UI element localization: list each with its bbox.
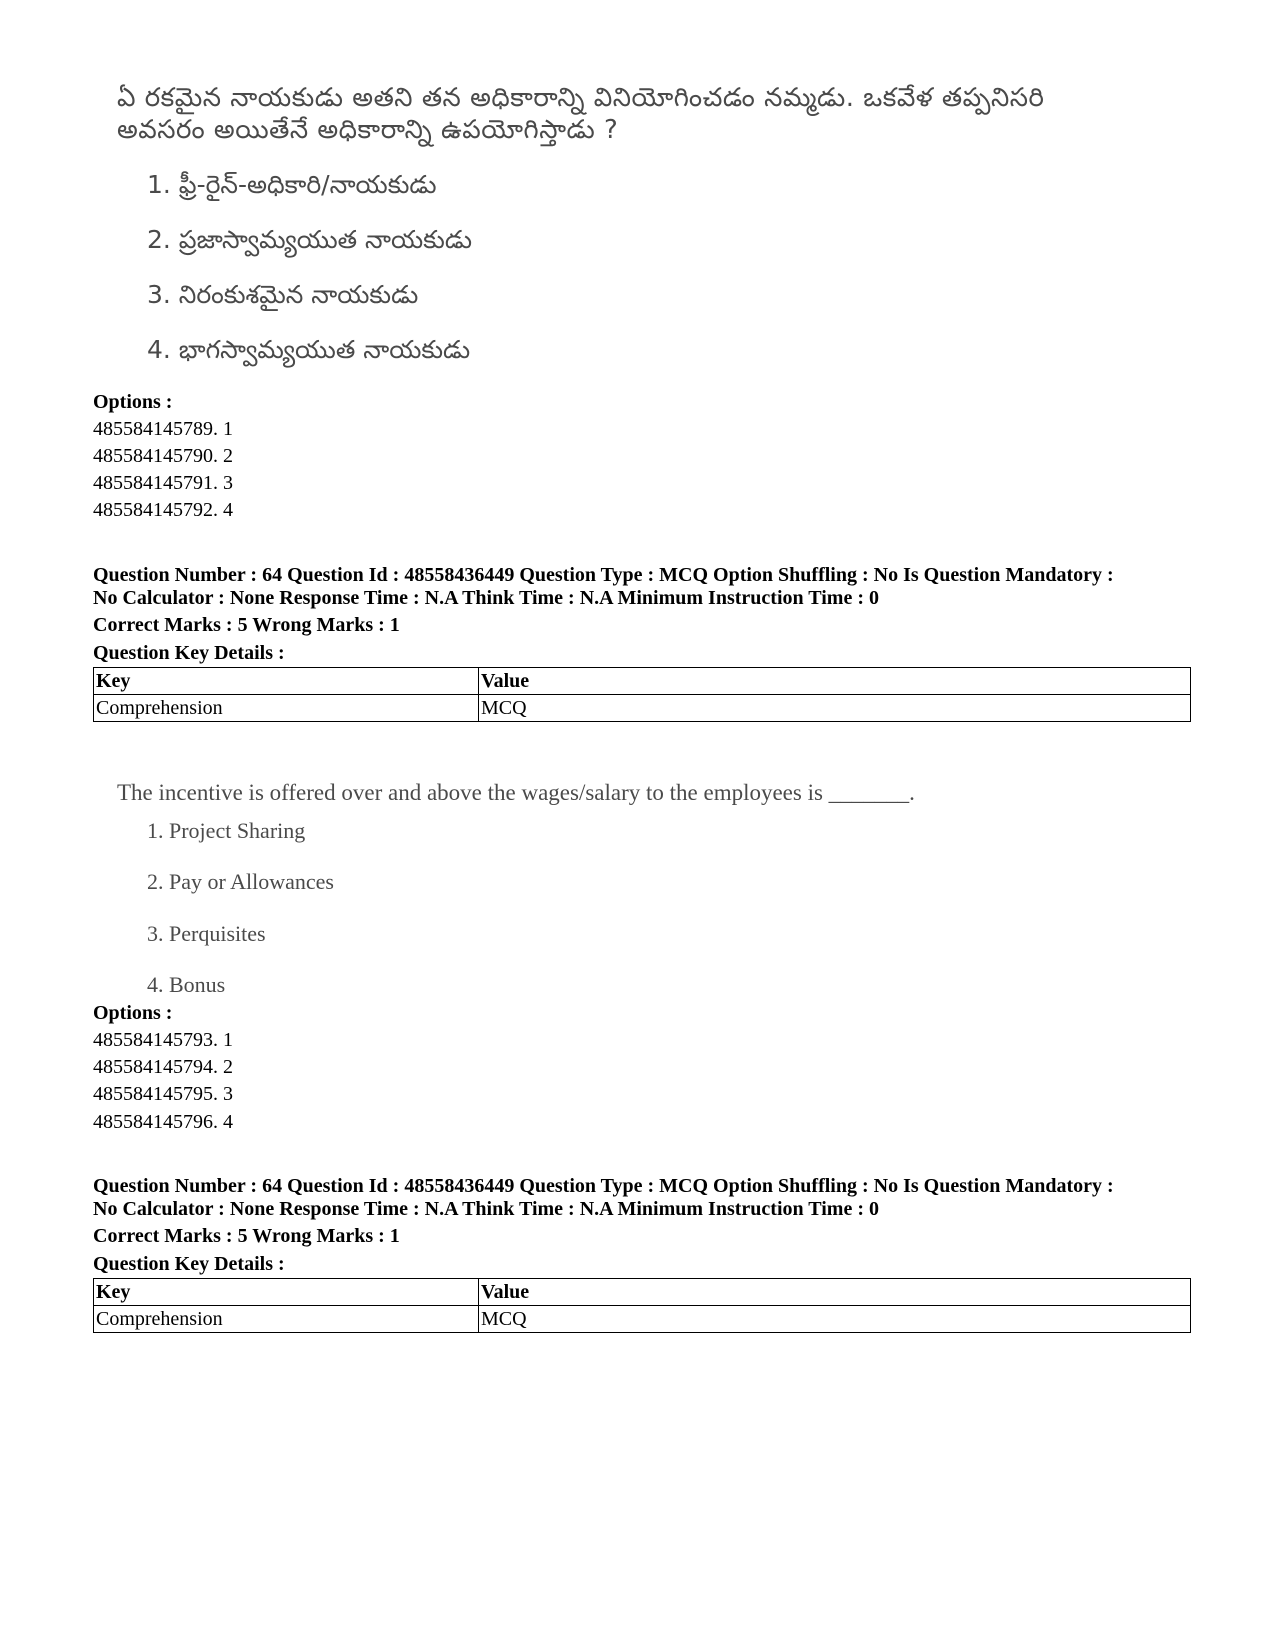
table-cell: MCQ [479,695,1191,722]
option-item: 485584145794. 2 [93,1056,233,1078]
option-item: 485584145793. 1 [93,1029,233,1051]
option-item: 485584145790. 2 [93,445,233,467]
options-heading: Options : [93,391,173,413]
question-choice: 4. భాగస్వామ్యయుత నాయకుడు [147,335,471,364]
question-stem: The incentive is offered over and above the wages/salary to the employees is _______. [117,780,915,805]
question-choice: 4. Bonus [147,972,226,997]
table-cell: Comprehension [94,695,479,722]
table-header-cell: Value [479,1279,1191,1306]
question-choice: 1. Project Sharing [147,818,306,843]
table-cell: Comprehension [94,1306,479,1333]
key-details-heading: Question Key Details : [93,642,285,664]
question-choice: 2. Pay or Allowances [147,869,334,894]
question-meta-line: No Calculator : None Response Time : N.A Think Time : N.A Minimum Instruction Time : 0 [93,1198,879,1220]
question-choice: 3. నిరంకుశమైన నాయకుడు [147,280,419,309]
table-header-row [94,668,1191,695]
key-details-table [93,1278,1191,1333]
option-item: 485584145791. 3 [93,472,233,494]
table-header-cell: Value [479,668,1191,695]
option-item: 485584145789. 1 [93,418,233,440]
option-item: 485584145792. 4 [93,499,233,521]
question-choice: 3. Perquisites [147,921,266,946]
question-meta-line: No Calculator : None Response Time : N.A Think Time : N.A Minimum Instruction Time : 0 [93,587,879,609]
option-item: 485584145796. 4 [93,1111,233,1133]
key-details-table [93,667,1191,722]
question-meta-line: Question Number : 64 Question Id : 48558436449 Question Type : MCQ Option Shuffling : No Is Question Mandatory : [93,564,1114,586]
question-marks: Correct Marks : 5 Wrong Marks : 1 [93,614,400,636]
question-choice: 1. ఫ్రీ-రైన్-అధికారి/నాయకుడు [147,170,437,199]
question-image-english [117,778,1017,1028]
question-image-telugu [117,82,1097,382]
table-header-row [94,1279,1191,1306]
option-item: 485584145795. 3 [93,1083,233,1105]
question-meta-line: Question Number : 64 Question Id : 48558436449 Question Type : MCQ Option Shuffling : No Is Question Mandatory : [93,1175,1114,1197]
table-header-cell: Key [94,1279,479,1306]
table-row [94,1306,1191,1333]
question-choice: 2. ప్రజాస్వామ్యయుత నాయకుడు [147,225,472,254]
table-row [94,695,1191,722]
table-cell: MCQ [479,1306,1191,1333]
question-stem-line: ఏ రకమైన నాయకుడు అతని తన అధికారాన్ని వినియోగించడం నమ్మడు. ఒకవేళ తప్పనిసరి [117,83,1045,113]
table-header-cell: Key [94,668,479,695]
question-stem-line: అవసరం అయితేనే అధికారాన్ని ఉపయోగిస్తాడు ? [117,115,619,145]
key-details-heading: Question Key Details : [93,1253,285,1275]
options-heading: Options : [93,1002,173,1024]
question-marks: Correct Marks : 5 Wrong Marks : 1 [93,1225,400,1247]
